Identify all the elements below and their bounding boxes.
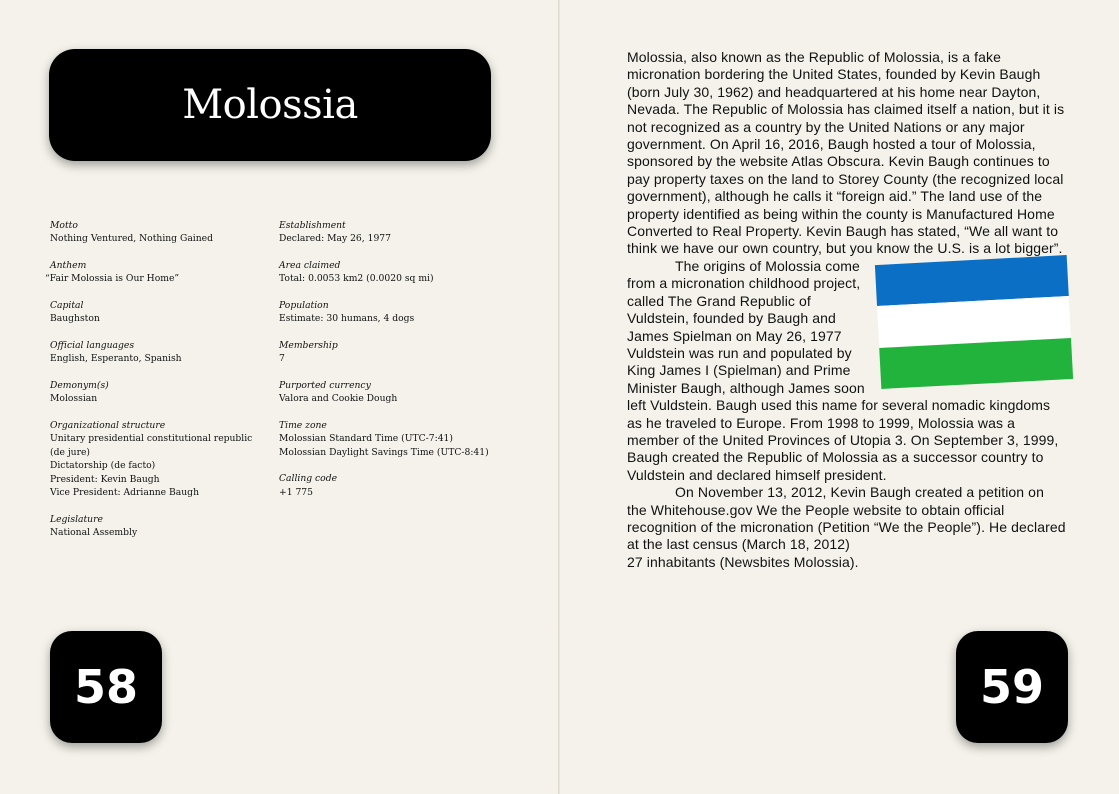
fact-value: Estimate: 30 humans, 4 dogs	[279, 313, 415, 325]
fact-label: Time zone	[279, 420, 327, 431]
fact-block	[50, 339, 275, 366]
fact-value: Molossian Daylight Savings Time (UTC-8:41)	[279, 446, 489, 458]
fact-block	[45, 259, 275, 286]
fact-value: Dictatorship (de facto)	[50, 460, 156, 472]
fact-value: Valora and Cookie Dough	[279, 393, 398, 405]
right-page	[560, 0, 1119, 794]
fact-label: Anthem	[50, 260, 87, 271]
fact-value: President: Kevin Baugh	[50, 473, 160, 485]
paragraph-3: On November 13, 2012, Kevin Baugh created a petition on the Whitehouse.gov We the People website to obtain official recognition of the micronation (Petition “We the People”). He declared at the last census (March 18, 2012)	[627, 484, 1066, 553]
fact-block	[279, 219, 504, 246]
facts-column-2	[279, 219, 504, 512]
fact-block	[279, 379, 504, 406]
fact-value: Nothing Ventured, Nothing Gained	[50, 233, 213, 245]
fact-label: Calling code	[279, 473, 338, 485]
fact-value: +1 775	[279, 486, 314, 498]
page-number-left-text: 58	[73, 660, 138, 714]
paragraph-3-tail: 27 inhabitants (Newsbites Molossia).	[627, 553, 859, 570]
fact-label: Organizational structure	[50, 420, 166, 431]
fact-value: Unitary presidential constitutional republic	[50, 433, 253, 445]
page-number-right-text: 59	[979, 660, 1044, 714]
fact-block	[279, 299, 504, 326]
fact-block	[279, 472, 504, 499]
title-banner	[49, 49, 491, 161]
fact-block	[279, 339, 504, 366]
fact-block	[50, 419, 275, 499]
paragraph-1: Molossia, also known as the Republic of Molossia, is a fake micronation bordering the United States, founded by Kevin Baugh (born July 30, 1962) and headquartered at his home near Dayton, Nevada. The Republic of Molossia has claimed itself a nation, but it is not recognized as a country by the United Nations or any major government. On April 16, 2016, Baugh hosted a tour of Molossia, sponsored by the website Atlas Obscura. Kevin Baugh continues to pay property taxes on the land to Storey County (the recognized local government), although he calls it “foreign aid.” The land use of the property identified as being within the county is Manufactured Home Converted to Real Property. Kevin Baugh has stated, “We all want to think we have our own country, but you know the U.S. is a lot bigger”.	[627, 49, 1065, 257]
fact-value: National Assembly	[50, 527, 138, 539]
fact-label: Demonym(s)	[50, 380, 109, 391]
fact-label: Area claimed	[279, 260, 341, 271]
fact-value: “Fair Molossia is Our Home”	[45, 273, 180, 285]
fact-value: Baughston	[50, 313, 100, 325]
fact-value: 7	[279, 353, 285, 365]
fact-value: English, Esperanto, Spanish	[50, 353, 182, 365]
fact-block	[279, 259, 504, 286]
fact-block	[50, 379, 275, 406]
fact-value: Molossian Standard Time (UTC-7:41)	[279, 433, 453, 445]
fact-value: Vice President: Adrianne Baugh	[50, 487, 199, 499]
fact-value: Molossian	[50, 393, 98, 405]
page-number-right	[956, 631, 1068, 743]
fact-label: Legislature	[50, 513, 103, 525]
fact-value: Total: 0.0053 km2 (0.0020 sq mi)	[279, 273, 434, 285]
fact-block	[279, 419, 504, 459]
fact-label: Capital	[50, 300, 84, 311]
fact-label: Establishment	[279, 220, 346, 231]
left-page	[0, 0, 558, 794]
fact-block	[50, 513, 275, 540]
page-number-left	[50, 631, 162, 743]
paragraph-2: The origins of Molossia come from a micronation childhood project, called The Grand Republic of Vuldstein, founded by Baugh and James Spielman on May 26, 1977 Vuldstein was run and populated by King James I (Spielman) and Prime Minister Baugh, although James soon left Vuldstein. Baugh used this name for several nomadic kingdoms as he traveled to Europe. From 1998 to 1999, Molossia was a member of the United Provinces of Utopia 3. On September 3, 1999, Baugh created the Republic of Molossia as a successor country to Vuldstein and declared himself president.	[627, 257, 1059, 483]
fact-block	[50, 299, 275, 326]
facts-column-1	[45, 219, 275, 553]
fact-label: Population	[279, 300, 329, 311]
fact-block	[50, 219, 275, 246]
fact-value: Declared: May 26, 1977	[279, 233, 391, 245]
page-title: Molossia	[182, 82, 358, 128]
molossia-flag	[875, 255, 1073, 389]
fact-label: Motto	[50, 220, 78, 231]
fact-label: Purported currency	[279, 380, 371, 391]
fact-label: Official languages	[50, 340, 135, 351]
article-body	[627, 49, 1067, 571]
fact-label: Membership	[279, 340, 338, 351]
fact-value: (de jure)	[50, 446, 91, 458]
